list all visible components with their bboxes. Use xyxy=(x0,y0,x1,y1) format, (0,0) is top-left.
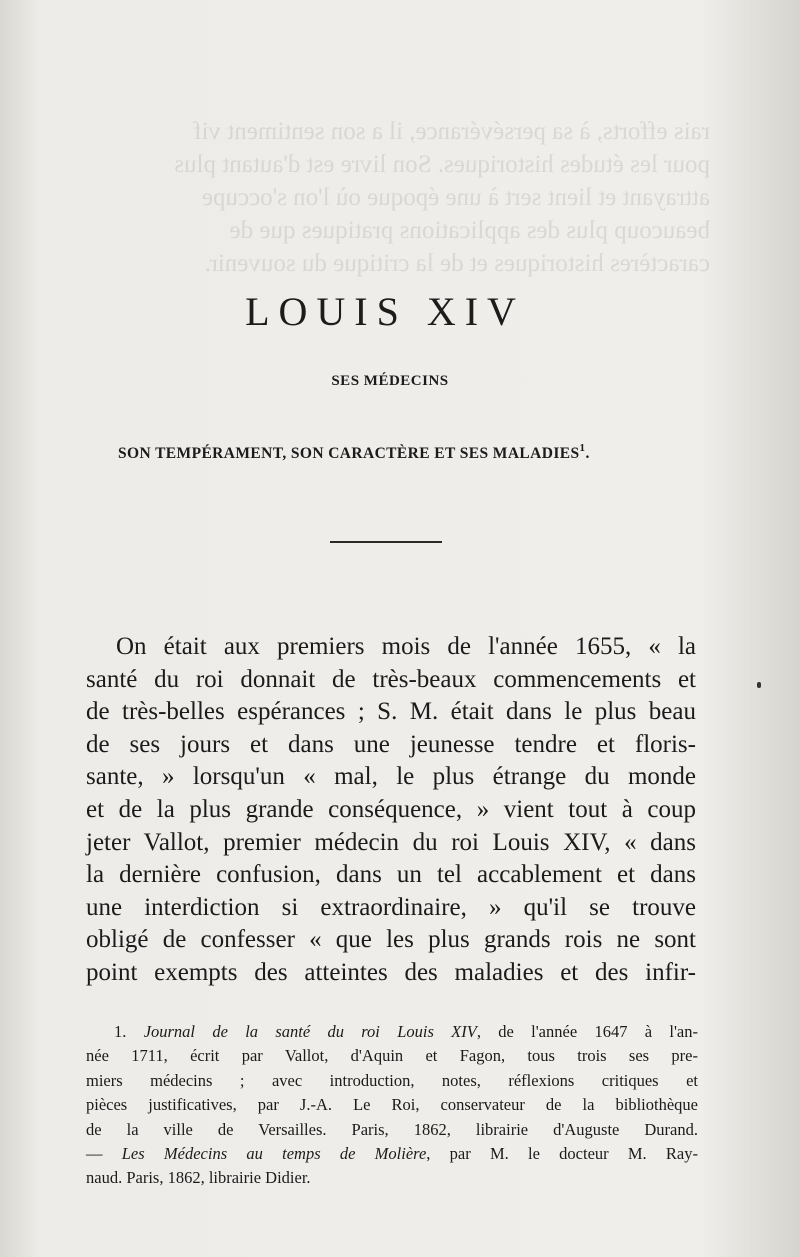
body-line: obligé de confesser « que les plus grands rois ne sont xyxy=(86,926,696,954)
divider-rule xyxy=(330,541,442,543)
body-line: jeter Vallot, premier médecin du roi Louis XIV, « dans xyxy=(86,828,696,856)
show-through-text: rais efforts, à sa persévérance, il a son sentiment vif pour les études historiques. Son livre est d'autant plus attrayant et lient sert à une époque où l'on s'occupe beaucoup plus des applications pratiques que de caractères historiques et de la critique du souvenir. xyxy=(174,118,710,277)
footnote-line: 1. Journal de la santé du roi Louis XIV, de l'année 1647 à l'an- xyxy=(114,1022,698,1041)
body-text xyxy=(86,631,696,990)
footnote-line: miers médecins ; avec introduction, notes, réflexions critiques et xyxy=(86,1070,698,1090)
section-subtitle: SES MÉDECINS xyxy=(331,373,449,389)
body-line: On était aux premiers mois de l'année 1655, « la xyxy=(116,633,696,660)
body-line: de très-belles espérances ; S. M. était dans le plus beau xyxy=(86,698,696,726)
body-line: la dernière confusion, dans un tel accablement et dans xyxy=(86,861,696,889)
footnote-reference: 1 xyxy=(579,442,586,454)
body-line: et de la plus grande conséquence, » vient tout à coup xyxy=(86,795,696,823)
footnote-line: née 1711, écrit par Vallot, d'Aquin et Fagon, tous trois ses pre- xyxy=(86,1046,698,1066)
body-line: sante, » lorsqu'un « mal, le plus étrange du monde xyxy=(86,763,696,791)
section-subtitle-2: SON TEMPÉRAMENT, SON CARACTÈRE ET SES MALADIES$^1$. xyxy=(118,442,590,462)
footnote-line: naud. Paris, 1862, librairie Didier. xyxy=(86,1168,311,1188)
ink-speck xyxy=(757,682,761,688)
book-title: Journal de la santé du roi Louis XIV xyxy=(143,1022,477,1041)
footnote-line: pièces justificatives, par J.-A. Le Roi, conservateur de la bibliothèque xyxy=(86,1095,698,1115)
body-line: de ses jours et dans une jeunesse tendre et floris- xyxy=(86,730,696,758)
footnote xyxy=(86,1020,698,1191)
subtitle-2-text: SON TEMPÉRAMENT, SON CARACTÈRE ET SES MALADIES xyxy=(118,445,580,462)
book-title: Les Médecins au temps de Molière xyxy=(121,1144,427,1164)
body-line: une interdiction si extraordinaire, » qu'il se trouve xyxy=(86,893,696,921)
footnote-line: — Les Médecins au temps de Molière, par M. le docteur M. Ray- xyxy=(86,1144,698,1164)
body-line: point exempts des atteintes des maladies et des infir- xyxy=(86,958,696,986)
page-title: LOUIS XIV xyxy=(245,289,525,334)
footnote-line: de la ville de Versailles. Paris, 1862, librairie d'Auguste Durand. xyxy=(86,1119,698,1139)
body-line: santé du roi donnait de très-beaux commencements et xyxy=(86,665,696,693)
